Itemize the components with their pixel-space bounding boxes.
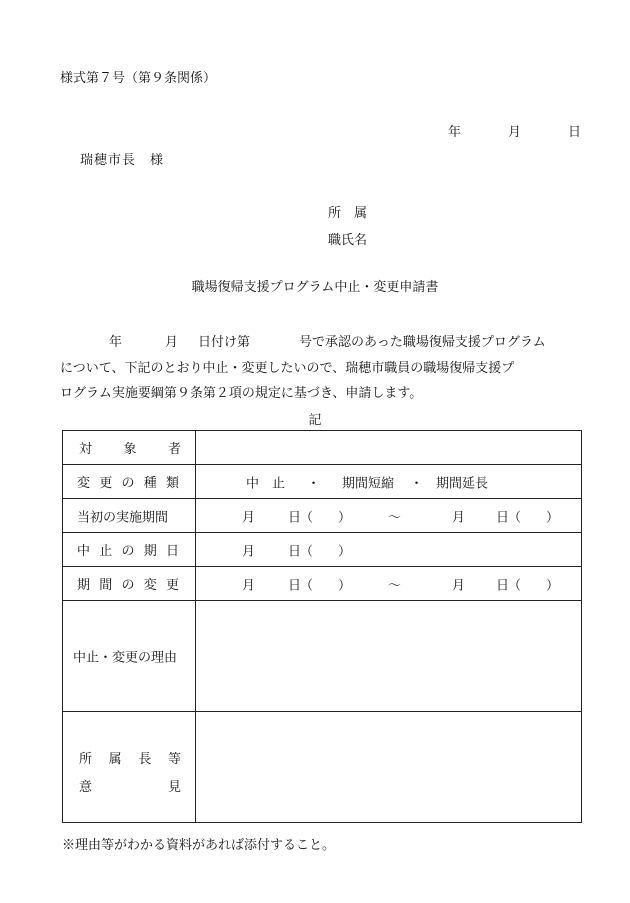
table-row-stop-date xyxy=(63,533,582,567)
table-row-period-change xyxy=(63,567,582,601)
ki-label: 記 xyxy=(308,413,322,428)
option-extend[interactable]: 期間延長 xyxy=(436,476,489,491)
date-year-label: 年 xyxy=(448,125,462,140)
reason-label: 中止・変更の理由 xyxy=(63,601,196,712)
initial-period-field[interactable]: 月 日 （ ） ～ 月 日 （ ） xyxy=(196,499,582,533)
table-row-target xyxy=(63,431,582,465)
stop-date-label: 中 止 の 期 日 xyxy=(63,533,196,567)
body-rest: 号で承認のあった職場復帰支援プログラム xyxy=(299,335,546,350)
addressee: 瑞穂市長 様 xyxy=(80,153,165,168)
date-month-label: 月 xyxy=(508,125,522,140)
period-change-field[interactable]: 月 日 （ ） ～ 月 日 （ ） xyxy=(196,567,582,601)
document-title: 職場復帰支援プログラム中止・変更申請書 xyxy=(191,280,439,295)
body-month: 月 xyxy=(165,335,179,350)
table-row-change-type xyxy=(63,465,582,499)
stop-date-field[interactable]: 月 日 （ ） xyxy=(196,533,582,567)
affiliation-label: 所 属 xyxy=(328,206,368,221)
change-type-options xyxy=(196,465,582,499)
option-stop[interactable]: 中 止 xyxy=(246,476,286,491)
reason-field[interactable] xyxy=(196,601,582,712)
date-day-label: 日 xyxy=(568,125,582,140)
target-field[interactable] xyxy=(196,431,582,465)
body-line-3: ログラム実施要綱第９条第２項の規定に基づき、申請します。 xyxy=(60,386,423,401)
option-separator: ・ xyxy=(307,476,321,491)
table-row-initial-period xyxy=(63,499,582,533)
table-row-opinion xyxy=(63,712,582,823)
body-year: 年 xyxy=(109,335,123,350)
target-label: 対 象 者 xyxy=(63,431,196,465)
detail-table xyxy=(62,430,582,823)
name-title-label: 職氏名 xyxy=(328,233,368,248)
change-type-label: 変 更 の 種 類 xyxy=(63,465,196,499)
table-row-reason xyxy=(63,601,582,712)
supervisor-opinion-field[interactable] xyxy=(196,712,582,823)
supervisor-opinion-label: 所 属 長 等 意 見 xyxy=(63,712,196,823)
body-line-2: について、下記のとおり中止・変更したいので、瑞穂市職員の職場復帰支援プ xyxy=(60,361,515,376)
option-shorten[interactable]: 期間短縮 xyxy=(342,476,395,491)
form-number: 様式第７号（第９条関係） xyxy=(60,71,217,86)
body-day-dated: 日付け第 xyxy=(198,335,251,350)
footnote: ※理由等がわかる資料があれば添付すること。 xyxy=(62,838,336,853)
option-separator: ・ xyxy=(410,476,424,491)
initial-period-label: 当初の実施期間 xyxy=(63,499,196,533)
period-change-label: 期 間 の 変 更 xyxy=(63,567,196,601)
